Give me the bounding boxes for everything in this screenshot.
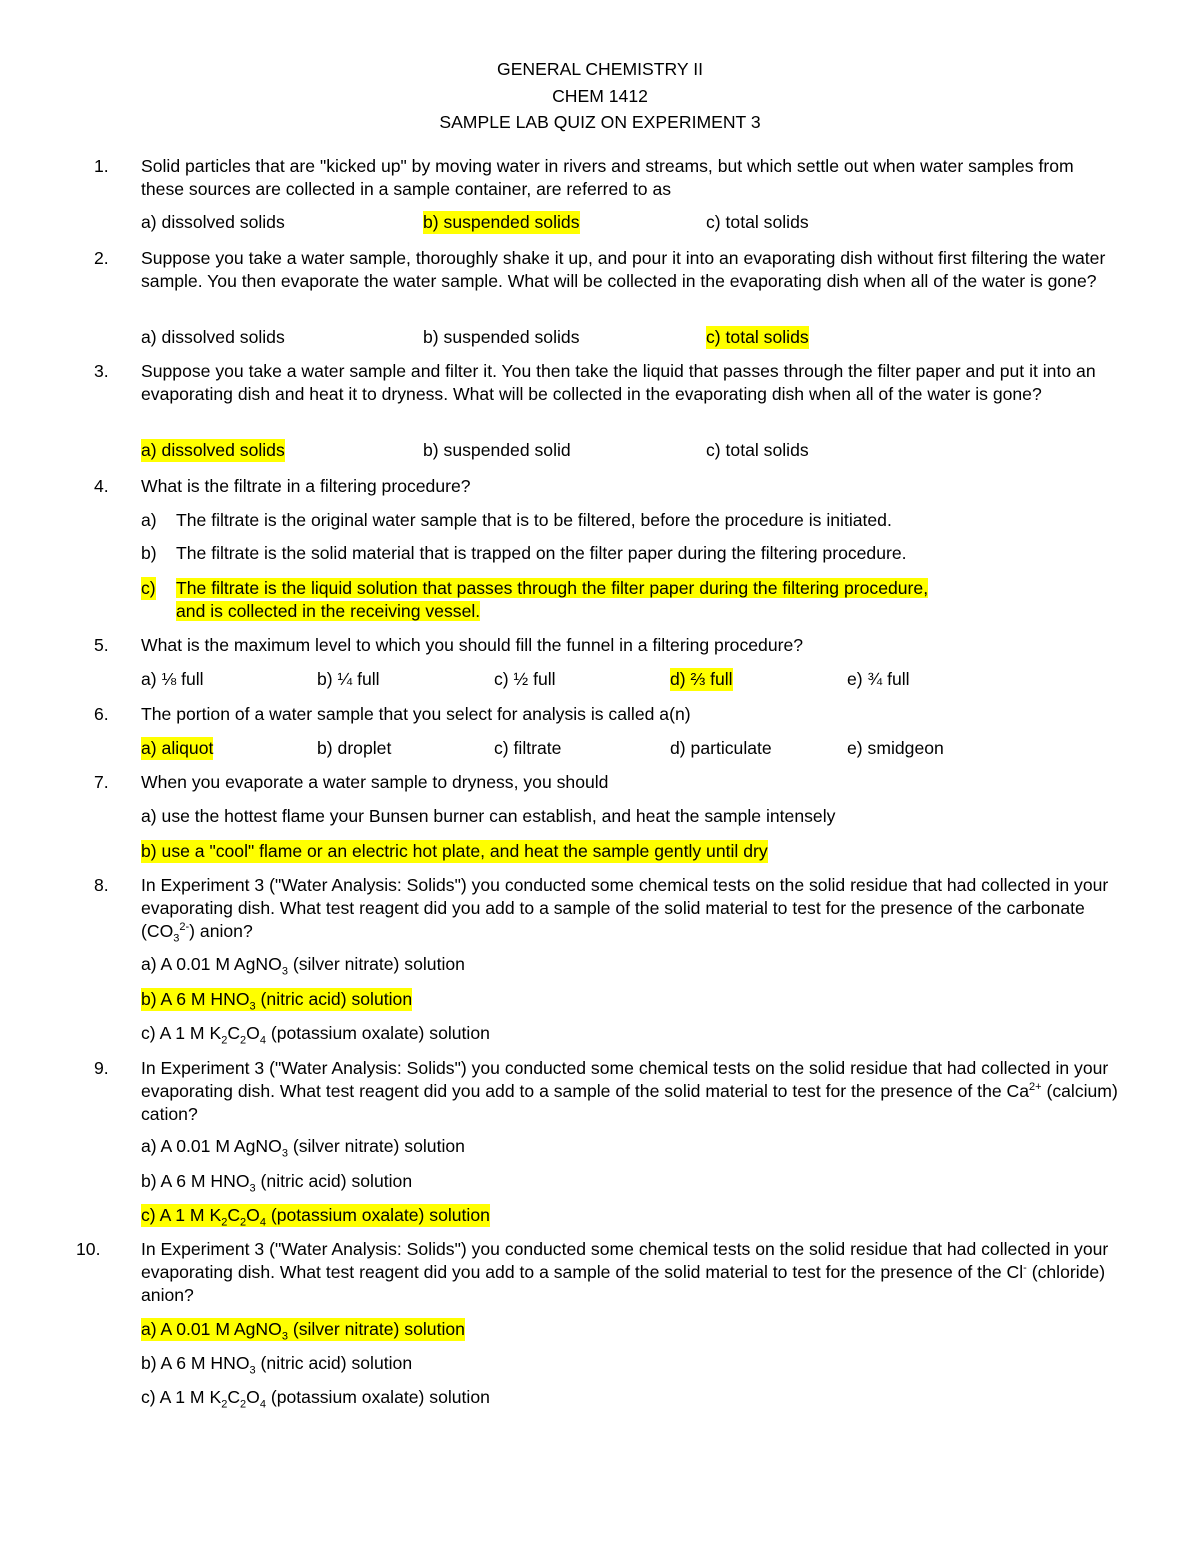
option-text: a) A 0.01 M AgNO xyxy=(141,1319,282,1339)
option-text: (silver nitrate) solution xyxy=(287,954,465,974)
answer-option-correct xyxy=(141,1204,490,1227)
option-text: c) A 1 M K xyxy=(141,1205,222,1225)
subscript: 4 xyxy=(259,1398,266,1411)
answer-option: a) dissolved solids xyxy=(141,327,285,347)
question-text: Suppose you take a water sample and filter it. You then take the liquid that passes through the filter paper and put it into an evaporating dish and heat it to dryness. What will be collected in the evaporating dish when all of the water is gone? xyxy=(141,361,1096,404)
option-text: (potassium oxalate) solution xyxy=(265,1205,490,1225)
answer-option: a) use the hottest flame your Bunsen burner can establish, and heat the sample intensely xyxy=(141,806,836,826)
subscript: 2 xyxy=(221,1216,228,1229)
answer-option: e) smidgeon xyxy=(847,738,944,758)
question-text: What is the maximum level to which you should fill the funnel in a filtering procedure? xyxy=(141,635,804,655)
option-text: (potassium oxalate) solution xyxy=(265,1023,490,1043)
question-text: Solid particles that are "kicked up" by moving water in rivers and streams, but which settle out when water samples from these sources are collected in a sample container, are referred to as xyxy=(141,156,1074,199)
subscript: 3 xyxy=(281,1330,288,1343)
question-number: 1. xyxy=(94,156,109,176)
superscript: 2- xyxy=(179,921,190,934)
course-title: GENERAL CHEMISTRY II xyxy=(497,59,703,79)
question-number: 10. xyxy=(76,1239,101,1259)
question-number: 5. xyxy=(94,635,109,655)
answer-option: b) suspended solid xyxy=(423,440,571,460)
answer-option: c) total solids xyxy=(706,212,809,232)
option-text: The filtrate is the original water sample that is to be filtered, before the procedure is initiated. xyxy=(176,510,892,530)
option-letter: b) xyxy=(141,543,157,563)
option-text: O xyxy=(246,1205,260,1225)
question-text-part: In Experiment 3 ("Water Analysis: Solids") you conducted some chemical tests on the solid residue that had collected in your evaporating dish. What test reagent did you add to a sample of the solid material to test for the presence of the Ca xyxy=(141,1058,1109,1101)
answer-option-correct xyxy=(141,988,412,1011)
subscript: 2 xyxy=(240,1398,247,1411)
subscript: 3 xyxy=(281,1147,288,1160)
superscript: - xyxy=(1023,1262,1027,1275)
subscript: 3 xyxy=(249,1364,256,1377)
subscript: 2 xyxy=(221,1398,228,1411)
option-text: The filtrate is the liquid solution that passes through the filter paper during the filtering procedure, and is collected in the receiving vessel. xyxy=(176,578,929,621)
answer-option xyxy=(141,1352,412,1375)
answer-option: c) filtrate xyxy=(494,738,562,758)
option-text: C xyxy=(227,1023,241,1043)
answer-option: a) ⅛ full xyxy=(141,669,204,689)
question-text: What is the filtrate in a filtering procedure? xyxy=(141,476,471,496)
question-text: The portion of a water sample that you select for analysis is called a(n) xyxy=(141,704,691,724)
option-text: b) A 6 M HNO xyxy=(141,989,250,1009)
answer-option-correct: a) aliquot xyxy=(141,738,214,758)
question-number: 8. xyxy=(94,875,109,895)
answer-option-correct: b) use a "cool" flame or an electric hot plate, and heat the sample gently until dry xyxy=(141,841,768,861)
answer-option xyxy=(141,1386,490,1409)
question-number: 2. xyxy=(94,248,109,268)
answer-option xyxy=(141,1135,465,1158)
course-code: CHEM 1412 xyxy=(552,86,648,106)
question-number: 3. xyxy=(94,361,109,381)
option-text-wrap xyxy=(176,577,936,623)
subscript: 3 xyxy=(281,965,288,978)
subscript: 4 xyxy=(259,1216,266,1229)
question-text-part: (calcium) cation? xyxy=(141,1081,1118,1124)
answer-option: c) total solids xyxy=(706,440,809,460)
subscript: 3 xyxy=(173,932,180,945)
answer-option xyxy=(141,1022,490,1045)
quiz-title: SAMPLE LAB QUIZ ON EXPERIMENT 3 xyxy=(439,112,761,132)
answer-option: b) droplet xyxy=(317,738,392,758)
option-text: The filtrate is the solid material that is trapped on the filter paper during the filtering procedure. xyxy=(176,543,907,563)
question-number: 9. xyxy=(94,1058,109,1078)
answer-option-correct: d) ⅔ full xyxy=(670,669,733,689)
subscript: 3 xyxy=(249,1182,256,1195)
option-letter: c) xyxy=(141,578,156,598)
option-text: a) A 0.01 M AgNO xyxy=(141,1136,282,1156)
question-text-part: In Experiment 3 ("Water Analysis: Solids") you conducted some chemical tests on the solid residue that had collected in your evaporating dish. What test reagent did you add to a sample of the solid material to test for the presence of the carbonate (CO xyxy=(141,875,1109,941)
answer-option xyxy=(141,1170,412,1193)
answer-option: b) ¼ full xyxy=(317,669,380,689)
subscript: 3 xyxy=(249,1000,256,1013)
answer-option-correct xyxy=(141,1318,465,1341)
question-number: 4. xyxy=(94,476,109,496)
question-text-part: (chloride) anion? xyxy=(141,1262,1106,1305)
option-text: (silver nitrate) solution xyxy=(287,1136,465,1156)
answer-option: c) ½ full xyxy=(494,669,556,689)
answer-option: d) particulate xyxy=(670,738,772,758)
question-text: When you evaporate a water sample to dryness, you should xyxy=(141,772,609,792)
option-text: C xyxy=(227,1205,241,1225)
subscript: 4 xyxy=(259,1034,266,1047)
option-text: b) A 6 M HNO xyxy=(141,1353,250,1373)
option-text: c) A 1 M K xyxy=(141,1387,222,1407)
question-number: 7. xyxy=(94,772,109,792)
option-text: O xyxy=(246,1023,260,1043)
superscript: 2+ xyxy=(1029,1081,1042,1094)
question-number: 6. xyxy=(94,704,109,724)
answer-option-correct: b) suspended solids xyxy=(423,212,580,232)
question-text-part: In Experiment 3 ("Water Analysis: Solids") you conducted some chemical tests on the solid residue that had collected in your evaporating dish. What test reagent did you add to a sample of the solid material to test for the presence of the Cl xyxy=(141,1239,1109,1282)
option-text: c) A 1 M K xyxy=(141,1023,222,1043)
subscript: 2 xyxy=(240,1216,247,1229)
option-text: (potassium oxalate) solution xyxy=(265,1387,490,1407)
question-text xyxy=(141,874,1121,943)
option-text: C xyxy=(227,1387,241,1407)
answer-option-correct: c) total solids xyxy=(706,327,809,347)
option-text: O xyxy=(246,1387,260,1407)
answer-option: a) dissolved solids xyxy=(141,212,285,232)
option-text: (silver nitrate) solution xyxy=(287,1319,465,1339)
answer-option: e) ¾ full xyxy=(847,669,910,689)
question-text xyxy=(141,1057,1121,1126)
option-text: (nitric acid) solution xyxy=(255,1171,413,1191)
option-text: a) A 0.01 M AgNO xyxy=(141,954,282,974)
option-text: b) A 6 M HNO xyxy=(141,1171,250,1191)
option-text: (nitric acid) solution xyxy=(255,1353,413,1373)
answer-option-correct: a) dissolved solids xyxy=(141,440,285,460)
answer-option: b) suspended solids xyxy=(423,327,580,347)
option-text: (nitric acid) solution xyxy=(255,989,413,1009)
question-text xyxy=(141,1238,1121,1307)
option-letter: a) xyxy=(141,510,157,530)
answer-option xyxy=(141,953,465,976)
question-text: Suppose you take a water sample, thoroughly shake it up, and pour it into an evaporating dish without first filtering the water sample. You then evaporate the water sample. What will be collected in the evaporating dish when all of the water is gone? xyxy=(141,248,1106,291)
subscript: 2 xyxy=(221,1034,228,1047)
question-text-part: ) anion? xyxy=(189,921,253,941)
subscript: 2 xyxy=(240,1034,247,1047)
